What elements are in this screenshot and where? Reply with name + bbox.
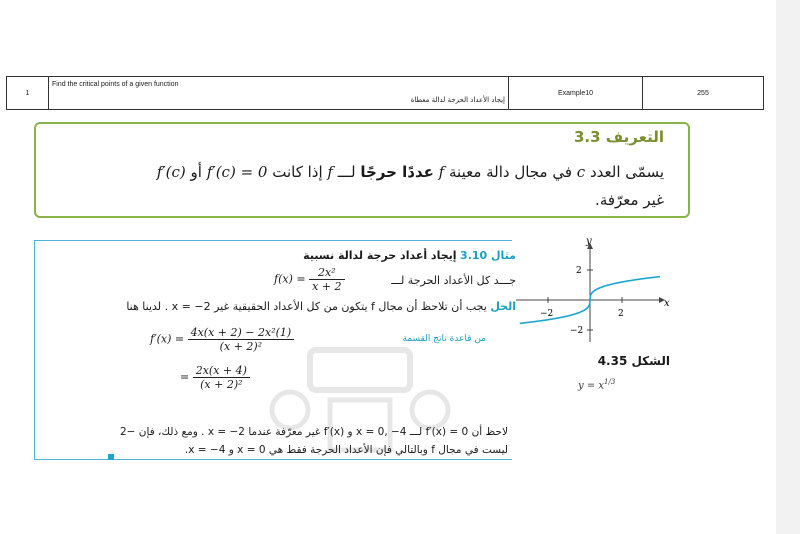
solution-line (126, 300, 516, 313)
example-title: إيجاد أعداد حرجة لدالة نسبية (303, 249, 457, 262)
solution-label: الحل (490, 300, 516, 313)
deriv-fraction-2 (193, 364, 250, 391)
def-text-1: يسمّى العدد (589, 163, 664, 181)
function-definition (274, 266, 345, 293)
row-number: 1 (7, 77, 49, 109)
page-edge (776, 0, 800, 534)
title-arabic: إيجاد الأعداد الحرجة لدالة معطاة (410, 96, 505, 104)
deriv-lhs: f′(x) = (150, 332, 185, 346)
cube-root-graph (512, 236, 672, 346)
quotient-rule-note: من قاعدة ناتج القسمة (402, 334, 486, 344)
deriv-equals: = (180, 370, 190, 384)
note-line-1: لاحظ أن f′(x) = 0 لـــ x = 0, −4 و f′(x) غير معرّفة عندما x = −2 . ومع ذلك، فإن −2 (119, 426, 508, 438)
example-heading (303, 249, 516, 262)
def-var-c: c (576, 163, 586, 181)
derivative-step-2 (180, 364, 250, 391)
y-axis-label: y (586, 236, 592, 247)
end-of-example-marker (108, 454, 114, 460)
x-axis-label: x (664, 298, 670, 309)
deriv-numerator-1: 4x(x + 2) − 2x²(1) (188, 326, 295, 340)
figure-formula: $y = x^{1/3}$ (578, 378, 616, 392)
def-condition-1: f′(c) = 0 (206, 163, 268, 181)
func-numerator: 2x² (309, 266, 344, 280)
def-var-f-2: f (327, 163, 333, 181)
tick-label-y-pos: 2 (576, 266, 582, 276)
deriv-numerator-2: 2x(x + 4) (193, 364, 250, 378)
header-table (6, 76, 764, 110)
def-text-5: إذا كانت (272, 163, 323, 181)
row-description (49, 77, 509, 109)
example-task: جـــد كل الأعداد الحرجة لـــ (391, 274, 516, 287)
func-denominator: x + 2 (312, 280, 342, 293)
figure-caption: الشكل 4.35 (597, 354, 670, 368)
deriv-denominator-2: (x + 2)² (200, 378, 243, 391)
watermark-icon (250, 340, 470, 460)
page-number: 255 (697, 89, 709, 97)
func-fraction (309, 266, 344, 293)
func-lhs: f(x) = (274, 272, 306, 286)
title-english: Find the critical points of a given function (52, 81, 179, 88)
definition-title: التعريف 3.3 (574, 128, 664, 146)
deriv-denominator-1: (x + 2)² (219, 340, 263, 353)
solution-text: يجب أن تلاحظ أن مجال f يتكون من كل الأعداد الحقيقية غير x = −2 . لدينا هنا (126, 300, 487, 313)
def-text-2: في مجال دالة معينة (449, 163, 572, 181)
def-condition-2: f′(c) (156, 163, 186, 181)
def-term: عددًا حرجًا (360, 163, 434, 181)
definition-box (34, 122, 690, 218)
tick-label-y-neg: −2 (570, 326, 584, 336)
example-reference: Example10 (509, 77, 643, 109)
tick-label-x-pos: 2 (618, 309, 624, 319)
def-or: أو (190, 163, 202, 181)
def-text-4: لـــ (337, 163, 356, 181)
note-line-2: ليست في مجال f وبالتالي فإن الأعداد الحرجة فقط هي x = 0 و x = −4. (184, 444, 508, 456)
example-label: مثال 3.10 (460, 249, 516, 262)
def-var-f: f (438, 163, 445, 181)
tick-label-x-neg: −2 (540, 309, 554, 319)
definition-text (50, 158, 664, 214)
def-text-line2: غير معرّفة. (595, 191, 664, 209)
